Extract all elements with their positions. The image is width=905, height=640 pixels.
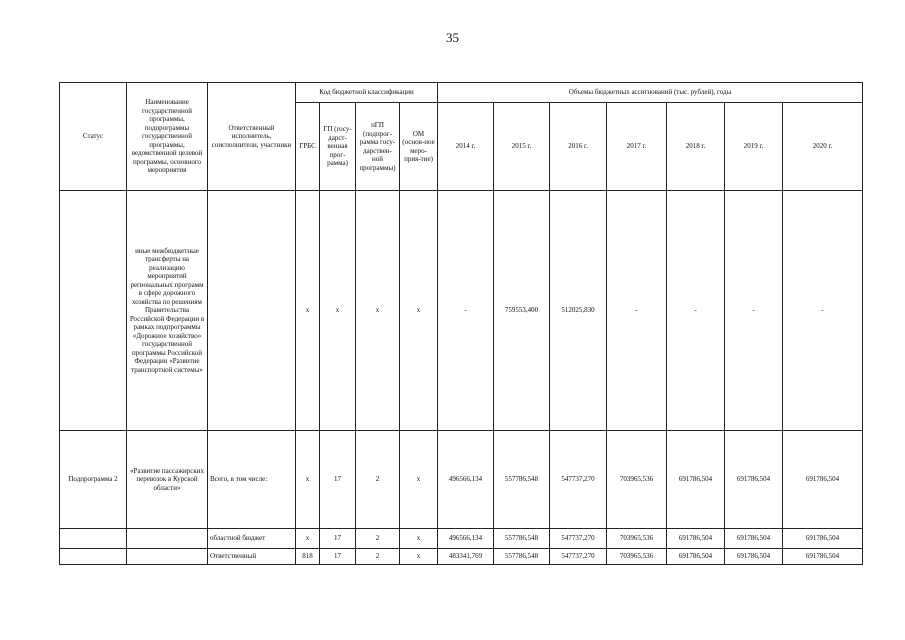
table-row-subprogram-total <box>60 431 863 529</box>
row-value: - <box>783 191 863 431</box>
row-status <box>60 529 127 549</box>
row-value: 691786,504 <box>783 431 863 529</box>
row-value: - <box>725 191 783 431</box>
row-status: Подпрограмма 2 <box>60 431 127 529</box>
header-code-grbs: ГРБС <box>296 103 320 191</box>
row-code-gp: x <box>320 191 356 431</box>
row-value: 547737,270 <box>550 549 607 565</box>
row-value: 691786,504 <box>783 549 863 565</box>
row-value: 691786,504 <box>725 431 783 529</box>
row-code-gp: 17 <box>320 549 356 565</box>
row-value: 557786,548 <box>494 431 550 529</box>
row-code-gp: 17 <box>320 529 356 549</box>
header-year: 2020 г. <box>783 103 863 191</box>
header-year: 2014 г. <box>438 103 494 191</box>
header-status: Статус <box>60 83 127 191</box>
row-value: 691786,504 <box>667 529 725 549</box>
header-code-om: ОМ (основ-ное меро-прия-тие) <box>400 103 438 191</box>
header-year: 2015 г. <box>494 103 550 191</box>
header-year: 2019 г. <box>725 103 783 191</box>
header-year: 2018 г. <box>667 103 725 191</box>
row-value: 691786,504 <box>667 431 725 529</box>
row-value: 512025,830 <box>550 191 607 431</box>
row-value: 557786,548 <box>494 549 550 565</box>
table-row-regional-budget <box>60 529 863 549</box>
row-value: 496566,134 <box>438 431 494 529</box>
table-row-transfers <box>60 191 863 431</box>
row-value: 703965,536 <box>607 431 667 529</box>
page-number: 35 <box>446 30 459 45</box>
row-status <box>60 191 127 431</box>
row-value: 691786,504 <box>783 529 863 549</box>
row-value: 759553,400 <box>494 191 550 431</box>
row-value: - <box>438 191 494 431</box>
header-row-1 <box>60 83 863 103</box>
row-code-grbs: 818 <box>296 549 320 565</box>
row-value: 691786,504 <box>725 549 783 565</box>
row-code-pgp: 2 <box>356 529 400 549</box>
row-value: 691786,504 <box>667 549 725 565</box>
row-code-om: x <box>400 549 438 565</box>
header-budget-code-group: Код бюджетной классификации <box>296 83 438 103</box>
row-executor: Ответственный <box>208 549 296 565</box>
row-code-grbs: x <box>296 431 320 529</box>
row-value: - <box>607 191 667 431</box>
row-value: 483341,769 <box>438 549 494 565</box>
row-value: 547737,270 <box>550 431 607 529</box>
budget-table <box>59 82 863 565</box>
header-name: Наименование государственной программы, подпрограммы государственной программы, ведомственной целевой программы, основного мероприятия <box>127 83 208 191</box>
header-year: 2017 г. <box>607 103 667 191</box>
row-code-grbs: x <box>296 191 320 431</box>
row-code-pgp: 2 <box>356 431 400 529</box>
header-volumes-group: Объемы бюджетных ассигнований (тыс. рублей), годы <box>438 83 863 103</box>
row-value: 496566,134 <box>438 529 494 549</box>
row-name: иные межбюджетные трансферты на реализацию мероприятий региональных программ в сфере дорожного хозяйства по решениям Правительства Российской Федерации в рамках подпрограммы «Дорожное хозяйство» государственной программы Российской Федерации «Развитие транспортной системы» <box>127 191 208 431</box>
row-executor: областной бюджет <box>208 529 296 549</box>
row-value: 557786,548 <box>494 529 550 549</box>
header-executor: Ответственный исполнитель, соисполнители, участники <box>208 83 296 191</box>
row-name <box>127 549 208 565</box>
row-executor <box>208 191 296 431</box>
row-executor: Всего, в том числе: <box>208 431 296 529</box>
row-code-pgp: 2 <box>356 549 400 565</box>
row-code-om: x <box>400 191 438 431</box>
header-year: 2016 г. <box>550 103 607 191</box>
row-value: 547737,270 <box>550 529 607 549</box>
row-status <box>60 549 127 565</box>
row-code-om: x <box>400 529 438 549</box>
row-value: 691786,504 <box>725 529 783 549</box>
row-value: 703965,536 <box>607 529 667 549</box>
row-code-gp: 17 <box>320 431 356 529</box>
row-code-pgp: x <box>356 191 400 431</box>
row-code-om: x <box>400 431 438 529</box>
row-value: 703965,536 <box>607 549 667 565</box>
header-code-gp: ГП (госу-дарст-венная прог-рамма) <box>320 103 356 191</box>
row-name: «Развитие пассажирских перевозок в Курской области» <box>127 431 208 529</box>
header-code-pgp: пГП (подпрог-рамма госу-дарствен-ной программы) <box>356 103 400 191</box>
table-row-responsible <box>60 549 863 565</box>
row-value: - <box>667 191 725 431</box>
row-code-grbs: x <box>296 529 320 549</box>
row-name <box>127 529 208 549</box>
